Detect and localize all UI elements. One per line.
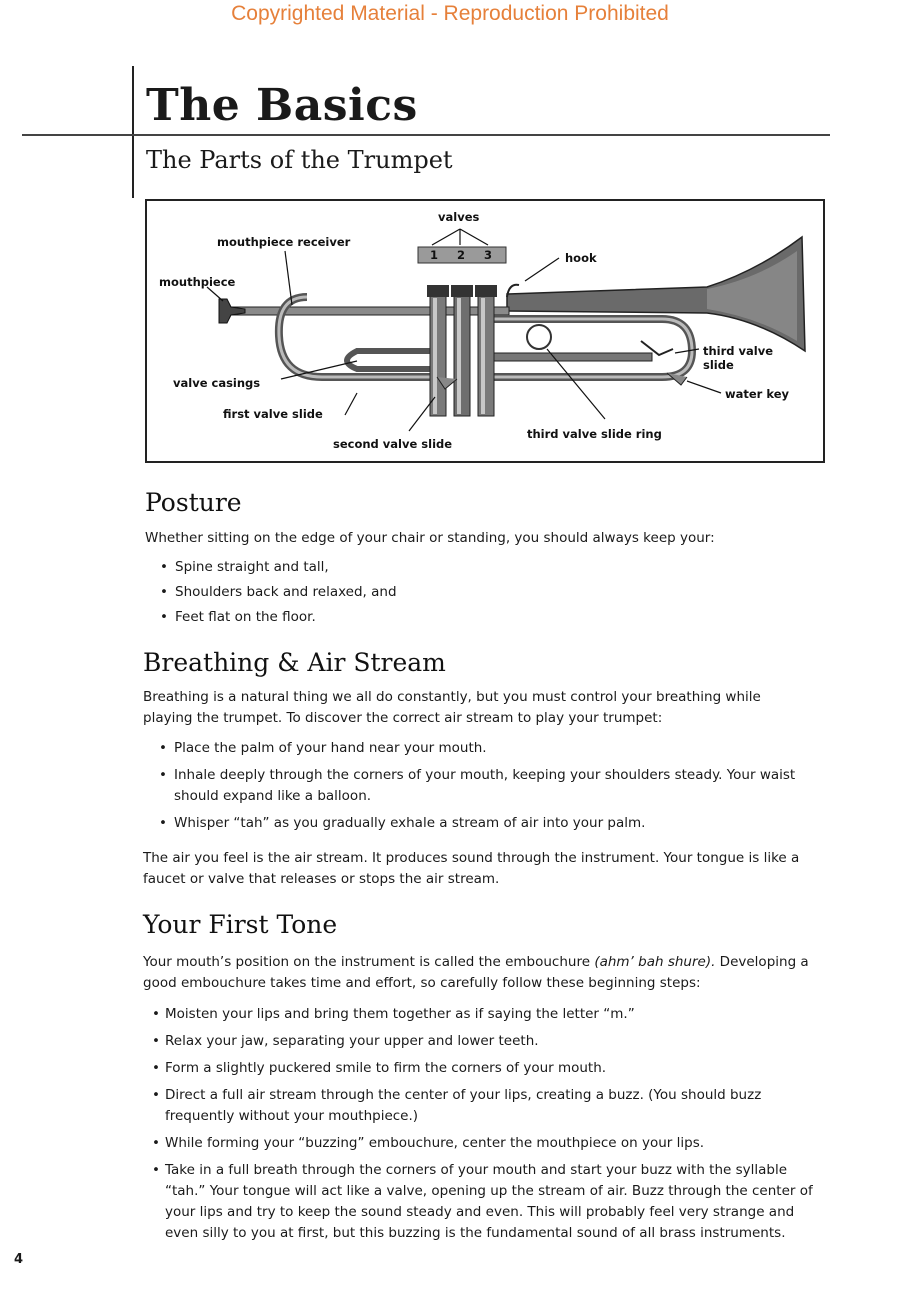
first-tone-intro [143,952,813,994]
list-item [159,765,814,807]
posture-heading: Posture [145,488,242,517]
list-item [152,1058,815,1079]
page-title: The Basics [146,80,418,131]
bullet-dot: • [152,1135,160,1151]
label-first-valve-slide: first valve slide [223,407,323,421]
bullet-dot: • [159,740,167,756]
list-item [152,1031,815,1052]
list-item [152,1133,815,1154]
list-item-text: Direct a full air stream through the center of your lips, creating a buzz. (You should buzz frequently without your mouthpiece.) [165,1087,762,1124]
vertical-rule [132,66,134,198]
breathing-intro: Breathing is a natural thing we all do constantly, but you must control your breathing while playing the trumpet. To discover the correct air stream to play your trumpet: [143,689,761,726]
list-item-text: Spine straight and tall, [175,559,329,575]
list-item-text: Shoulders back and relaxed, and [175,584,397,600]
breathing-heading: Breathing & Air Stream [143,648,446,677]
label-mouthpiece-receiver: mouthpiece receiver [217,235,351,249]
first-tone-heading: Your First Tone [143,910,338,939]
first-tone-list [152,1004,815,1244]
breathing-closing: The air you feel is the air stream. It produces sound through the instrument. Your tongue is like a faucet or valve that releases or stops the air stream. [143,850,800,887]
bullet-dot: • [152,1087,160,1103]
posture-intro: Whether sitting on the edge of your chair or standing, you should always keep your: [145,530,715,546]
trumpet-diagram [145,199,825,463]
horizontal-rule [22,134,830,136]
bullet-dot: • [152,1060,160,1076]
breathing-list [159,738,814,834]
list-item-text: Take in a full breath through the corners of your mouth and start your buzz with the syllable “tah.” Your tongue will act like a valve, opening up the stream of air. Buzz through the center of your lips and try to keep the sound steady and even. This will probably feel very strange and even silly to you at first, but this buzzing is the fundamental sound of all brass instruments. [165,1162,813,1241]
label-third-valve-slide-ring: third valve slide ring [527,427,662,441]
list-item [160,555,805,580]
list-item [152,1160,815,1244]
list-item [160,580,805,605]
list-item-text: Moisten your lips and bring them together as if saying the letter “m.” [165,1006,635,1022]
list-item-text: Place the palm of your hand near your mouth. [174,740,487,756]
list-item-text: Form a slightly puckered smile to firm the corners of your mouth. [165,1060,607,1076]
list-item [159,813,814,834]
list-item [159,738,814,759]
list-item-text: Inhale deeply through the corners of your mouth, keeping your shoulders steady. Your waist should expand like a balloon. [174,767,796,804]
pronunciation: (ahm’ bah shure). [594,954,716,970]
copyright-watermark: Copyrighted Material - Reproduction Prohibited [231,2,669,25]
list-item-text: While forming your “buzzing” embouchure, center the mouthpiece on your lips. [165,1135,705,1151]
intro-text: Your mouth’s position on the instrument is called the embouchure [143,954,595,970]
label-third-valve-slide: third valve slide [703,344,774,372]
label-valve-1: 1 [430,248,439,262]
label-valves: valves [438,210,480,224]
bullet-dot: • [159,815,167,831]
label-valve-casings: valve casings [173,376,261,390]
label-water-key: water key [725,387,789,401]
label-hook: hook [565,251,597,265]
page-subtitle: The Parts of the Trumpet [146,146,453,174]
label-valve-2: 2 [457,248,466,262]
bullet-dot: • [160,584,168,600]
list-item [152,1004,815,1025]
posture-list [160,555,805,630]
label-second-valve-slide: second valve slide [333,437,453,451]
bullet-dot: • [152,1162,160,1178]
bullet-dot: • [152,1033,160,1049]
bullet-dot: • [160,559,168,575]
list-item [152,1085,815,1127]
bullet-dot: • [159,767,167,783]
bullet-dot: • [160,609,168,625]
list-item-text: Relax your jaw, separating your upper and lower teeth. [165,1033,539,1049]
label-mouthpiece: mouthpiece [159,275,236,289]
bullet-dot: • [152,1006,160,1022]
label-valve-3: 3 [484,248,493,262]
list-item-text: Whisper “tah” as you gradually exhale a stream of air into your palm. [174,815,646,831]
page-number: 4 [14,1252,24,1267]
list-item-text: Feet flat on the floor. [175,609,316,625]
list-item [160,605,805,630]
intro-text: Developing a good embouchure takes time and effort, so carefully follow these beginning steps: [143,954,809,991]
